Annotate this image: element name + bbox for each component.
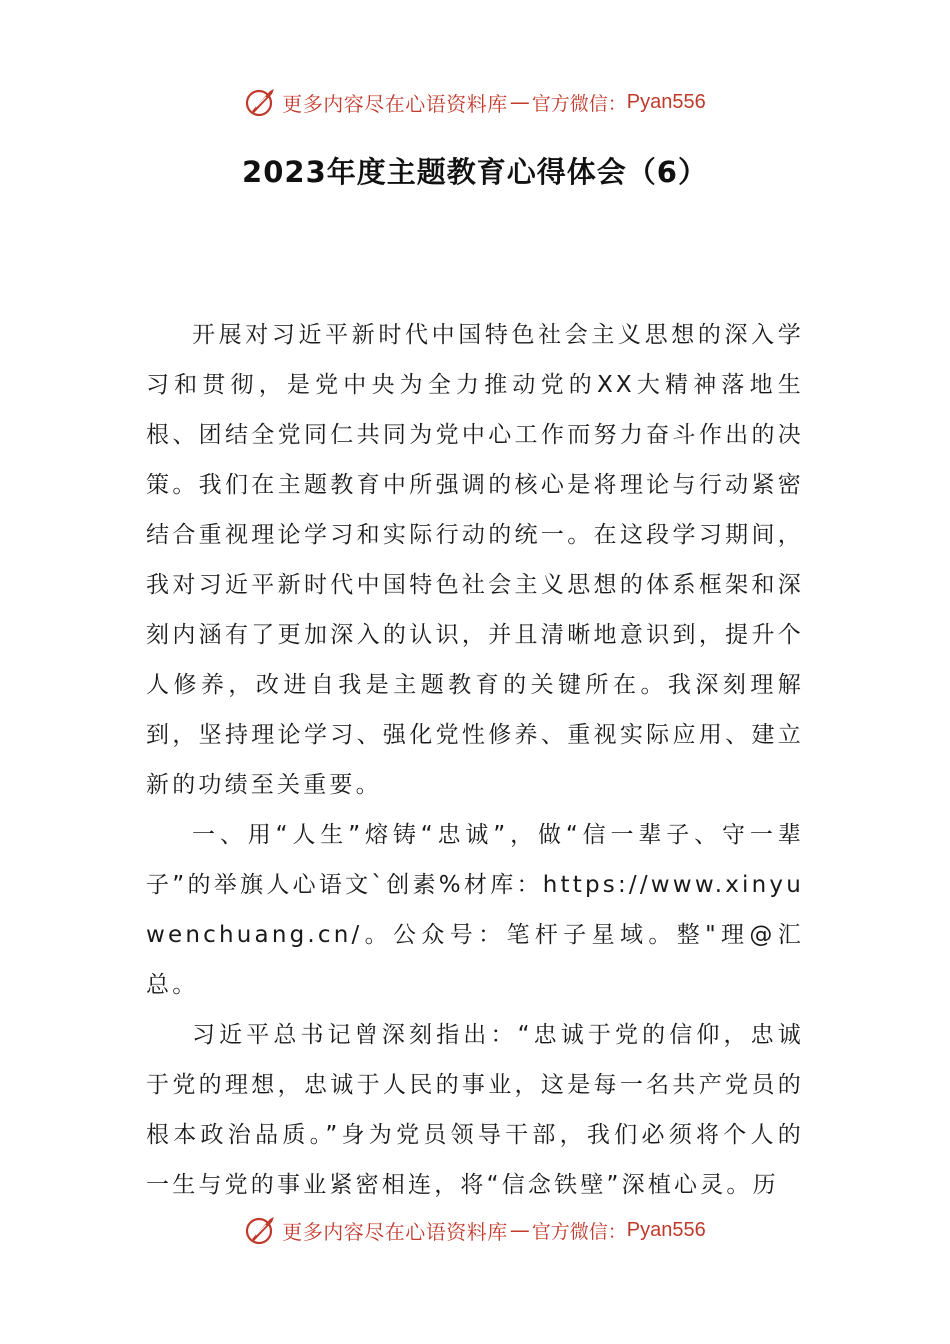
paragraph-3: 习近平总书记曾深刻指出：“忠诚于党的信仰，忠诚于党的理想，忠诚于人民的事业，这是每一名共产党员的根本政治品质。”身为党员领导干部，我们必须将个人的一生与党的事业紧密相连，将“信念铁壁”深植心灵。历 <box>146 1022 804 1198</box>
header-banner-sub: 官方微信： <box>531 92 627 115</box>
header-banner-separator: — <box>509 90 530 114</box>
quill-logo-icon <box>244 1213 278 1247</box>
footer-banner-separator: — <box>509 1218 530 1242</box>
footer-banner-text: 更多内容尽在心语资料库 <box>282 1219 508 1244</box>
header-banner-text: 更多内容尽在心语资料库 <box>282 91 508 116</box>
quill-logo-icon <box>244 85 278 119</box>
footer-banner-sub: 官方微信： <box>531 1220 627 1243</box>
paragraph-1: 开展对习近平新时代中国特色社会主义思想的深入学习和贯彻，是党中央为全力推动党的XX大精神落地生根、团结全党同仁共同为党中心工作而努力奋斗作出的决策。我们在主题教育中所强调的核心是将理论与行动紧密结合重视理论学习和实际行动的统一。在这段学习期间，我对习近平新时代中国特色社会主义思想的体系框架和深刻内涵有了更加深入的认识，并且清晰地意识到，提升个人修养，改进自我是主题教育的关键所在。我深刻理解到，坚持理论学习、强化党性修养、重视实际应用、建立新的功绩至关重要。 <box>146 322 804 798</box>
header-banner <box>0 82 950 122</box>
paragraph-2: 一、用“人生”熔铸“忠诚”，做“信一辈子、守一辈子”的举旗人心语文`创素%材库：https://www.xinyuwenchuang.cn/。公众号：笔杆子星域。整"理@汇总。 <box>146 822 804 998</box>
footer-banner-id: Pyan556 <box>626 1218 706 1241</box>
footer-banner <box>0 1210 950 1250</box>
document-title: 2023年度主题教育心得体会（6） <box>242 155 708 189</box>
header-banner-id: Pyan556 <box>626 90 706 113</box>
document-body <box>146 310 804 1210</box>
